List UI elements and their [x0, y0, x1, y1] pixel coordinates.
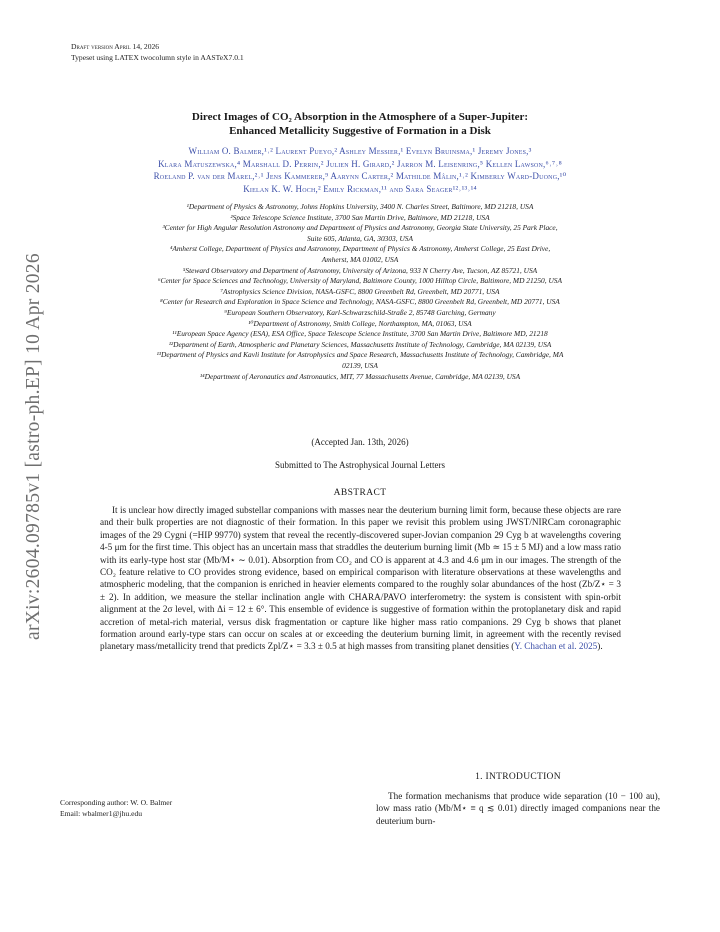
- paper-title: [90, 110, 630, 138]
- affiliation: ¹²Department of Earth, Atmospheric and Planetary Sciences, Massachusetts Institute of Technology, Cambridge, MA 02139, USA: [168, 339, 552, 349]
- title-line-1: Direct Images of CO₂ Absorption in the Atmosphere of a Super-Jupiter:: [191, 111, 529, 123]
- abstract-citation-link[interactable]: Y. Chachan et al. 2025: [514, 641, 598, 652]
- arxiv-stamp: arXiv:2604.09785v1 [astro-ph.EP] 10 Apr 2026: [23, 253, 44, 640]
- intro-body: The formation mechanisms that produce wide separation (10 − 100 au), low mass ratio (Mb/M⋆ ≡ q ≲ 0.01) directly imaged companions near the deuterium burn-: [376, 791, 660, 826]
- submitted-to: Submitted to The Astrophysical Journal Letters: [274, 460, 446, 470]
- author-email[interactable]: Email: wbalmer1@jhu.edu: [60, 809, 143, 818]
- author-list: [60, 145, 660, 195]
- abstract-end: ).: [597, 641, 603, 652]
- affiliation-list: [55, 202, 665, 382]
- corresponding-author-footnote: [60, 797, 320, 819]
- affiliation: ³Center for High Angular Resolution Astronomy and Department of Physics and Astronomy, Georgia State University, 25 Park Place,: [162, 223, 558, 233]
- affiliation: Suite 605, Atlanta, GA, 30303, USA: [307, 233, 413, 243]
- accepted-date: (Accepted Jan. 13th, 2026): [311, 437, 409, 447]
- abstract-text: It is unclear how directly imaged substellar companions with masses near the deuterium burning limit form, because these objects are rare and their bulk properties are not diagnostic of their formation. In this paper we revisit this problem using JWST/NIRCam coronagraphic images of the 29 Cygni (=HIP 99770) system that reveal the recently-discovered super-Jovian companion 29 Cyg b at wavelengths covering 4-5 μm for the first time. This object has an uncertain mass that straddles the deuterium burning limit (Mb ≃ 15 ± 5 MJ) and a low mass ratio with its early-type host star (Mb/M⋆ ∼ 0.01). Absorption from CO₂ and CO is apparent at 4.3 and 4.6 μm in our images. The strength of the CO₂ feature relative to CO provides strong evidence, based on empirical comparison with literature observations at these wavelengths and atmospheric modeling, that the companion is enriched in heavier elements compared to the roughly solar abundances of the host (Zb/Z⋆ = 3 ± 2). In addition, we measure the stellar inclination angle with CHARA/PAVO interferometry: the system is consistent with spin-orbit alignment at the 2σ level, with Δi = 12 ± 6°. This ensemble of evidence is suggestive of formation within the protoplanetary disk and rapid accretion of metal-rich material, versus disk fragmentation or capture like higher mass ratio companions. 29 Cyg b shows that planet formation around early-type stars can occur on scales at or exceeding the deuterium burning limit, in agreement with the recently revised planetary mass/metallicity trend that predicts Zpl/Z⋆ = 3.3 ± 0.5 at high masses from transiting planet densities (: [100, 505, 621, 652]
- affiliation: ¹⁴Department of Aeronautics and Astronautics, MIT, 77 Massachusetts Avenue, Cambridge, MA 02139, USA: [199, 371, 521, 381]
- typeset-note: Typeset using LATEX twocolumn style in AASTeX7.0.1: [71, 52, 244, 62]
- affiliation: ⁹European Southern Observatory, Karl-Schwarzschild-Straße 2, 85748 Garching, Germany: [224, 307, 496, 317]
- author-line[interactable]: William O. Balmer,¹˒² Laurent Pueyo,² Ashley Messier,¹ Evelyn Bruinsma,¹ Jeremy Jones,³: [188, 146, 532, 156]
- affiliation: ⁵Steward Observatory and Department of Astronomy, University of Arizona, 933 N Cherry Ave, Tucson, AZ 85721, USA: [182, 265, 538, 275]
- affiliation: ²Space Telescope Science Institute, 3700 San Martin Drive, Baltimore, MD 21218, USA: [230, 212, 490, 222]
- draft-version: Draft version April 14, 2026: [71, 42, 160, 51]
- affiliation: ⁶Center for Space Sciences and Technology, University of Maryland, Baltimore County, 1000 Hilltop Circle, Baltimore, MD 21250, USA: [157, 276, 562, 286]
- abstract-heading: ABSTRACT: [333, 488, 387, 498]
- abstract-body: [100, 504, 621, 653]
- intro-heading: 1. INTRODUCTION: [475, 772, 561, 782]
- title-line-2: Enhanced Metallicity Suggestive of Formation in a Disk: [229, 125, 491, 137]
- author-line[interactable]: Roeland P. van der Marel,²˒¹ Jens Kammerer,⁹ Aarynn Carter,² Mathilde Mâlin,¹˒² Kimberly Ward-Duong,¹⁰: [153, 171, 567, 181]
- affiliation: Amherst, MA 01002, USA: [321, 254, 399, 264]
- affiliation: ¹Department of Physics & Astronomy, Johns Hopkins University, 3400 N. Charles Street, Baltimore, MD 21218, USA: [186, 202, 534, 211]
- author-line[interactable]: Kielan K. W. Hoch,² Emily Rickman,¹¹ and Sara Seager¹²˒¹³˒¹⁴: [243, 183, 477, 194]
- affiliation: ¹¹European Space Agency (ESA), ESA Office, Space Telescope Science Institute, 3700 San Martin Drive, Baltimore MD, 21218: [172, 329, 548, 339]
- affiliation: ¹⁰Department of Astronomy, Smith College, Northampton, MA, 01063, USA: [248, 318, 472, 328]
- corresponding-author: Corresponding author: W. O. Balmer: [60, 798, 173, 807]
- affiliation: 02139, USA: [342, 360, 378, 370]
- affiliation: ⁷Astrophysics Science Division, NASA-GSFC, 8800 Greenbelt Rd, Greenbelt, MD 20771, USA: [220, 286, 500, 296]
- affiliation: ⁸Center for Research and Exploration in Space Science and Technology, NASA-GSFC, 8800 Greenbelt Rd, Greenbelt, MD 20771, USA: [160, 297, 560, 307]
- draft-header: [71, 42, 244, 63]
- affiliation: ⁴Amherst College, Department of Physics and Astronomy, Department of Physics & Astronomy, Amherst College, 25 East Drive,: [169, 244, 551, 254]
- affiliation: ¹³Department of Physics and Kavli Institute for Astrophysics and Space Research, Massachusetts Institute of Technology, Cambridge, MA: [156, 350, 564, 360]
- author-line[interactable]: Klara Matuszewska,⁴ Marshall D. Perrin,² Julien H. Girard,² Jarron M. Leisenring,⁵ Kellen Lawson,⁶˒⁷˒⁸: [158, 158, 562, 169]
